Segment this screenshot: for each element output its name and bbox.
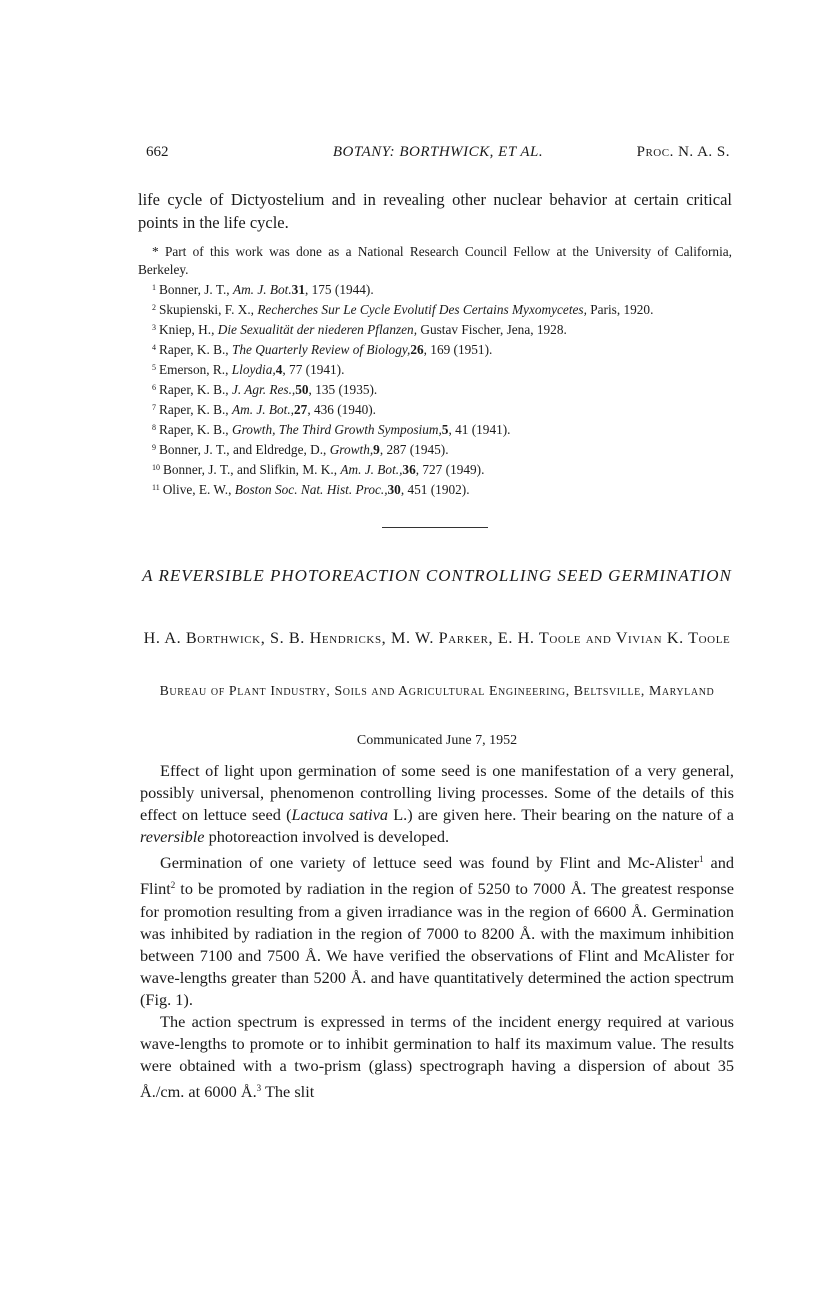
reference-item (138, 319, 732, 339)
communicated-date: Communicated June 7, 1952 (356, 733, 518, 748)
reference-source: Am. J. Bot., (340, 462, 403, 477)
reference-pages: , 727 (1949). (415, 462, 485, 477)
reference-authors: Kniep, H., (159, 322, 218, 337)
reference-source: Lloydia, (231, 362, 276, 377)
reference-item (138, 399, 732, 419)
article-title: A REVERSIBLE PHOTOREACTION CONTROLLING SEED GERMINATION (142, 566, 732, 585)
reference-pages: , 77 (1941). (282, 362, 345, 377)
reference-authors: Bonner, J. T., (159, 282, 233, 297)
reference-number: 7 (152, 403, 156, 412)
reference-pages: , 41 (1941). (448, 422, 511, 437)
reference-volume: 36 (402, 462, 416, 477)
page-number: 662 (146, 144, 169, 160)
reference-pages: , 287 (1945). (379, 442, 449, 457)
continued-paragraph: life cycle of Dictyostelium and in revealing other nuclear behavior at certain critical points in the life cycle. (138, 190, 732, 232)
article-affiliation: Bureau of Plant Industry, Soils and Agricultural Engineering, Beltsville, Maryland (159, 683, 715, 698)
reference-source: Boston Soc. Nat. Hist. Proc., (234, 482, 388, 497)
article-body (140, 760, 734, 1103)
reference-item (138, 439, 732, 459)
body-paragraph: The action spectrum is expressed in terms of the incident energy required at various wave-lengths to promote or to inhibit germination to half its maximum value. The results were obtained with a two-prism (glass) spectrograph having a dispersion of about 35 Å./cm. at 6000 Å.$^3$ The slit (140, 1012, 734, 1102)
reference-list (138, 279, 732, 499)
ref-marker: 1 (699, 854, 704, 865)
reference-source: Am. J. Bot., (231, 402, 295, 417)
body-paragraph: Germination of one variety of lettuce seed was found by Flint and Mc-Alister$^1$ and Flint$^2$ to be promoted by radiation in the region of 5250 to 7000 Å. The greatest response for promotion resulting from a given irradiance was in the region of 6600 Å. Germination was inhibited by radiation in the region of 7000 to 8200 Å. with the maximum inhibition between 7100 and 7500 Å. We have verified the observations of Flint and McAlister for wave-lengths greater than 5200 Å. and have quantitatively determined the action spectrum (Fig. 1). (140, 853, 734, 1009)
reference-number: 5 (152, 363, 156, 372)
reference-volume: 31 (291, 282, 305, 297)
reference-item (138, 459, 732, 479)
reference-source: Am. J. Bot. (232, 282, 292, 297)
reference-volume: 5 (441, 422, 449, 437)
reference-item (138, 339, 732, 359)
reference-authors: Bonner, J. T., and Eldredge, D., (159, 442, 330, 457)
ref-marker: 3 (256, 1083, 262, 1094)
footnote-star: * Part of this work was done as a National Research Council Fellow at the University of California, Berkeley. (138, 244, 732, 277)
reference-volume: 9 (373, 442, 380, 457)
reference-pages: , 175 (1944). (304, 282, 374, 297)
reference-item (138, 279, 732, 299)
reference-authors: Skupienski, F. X., (159, 302, 258, 317)
reference-number: 9 (152, 443, 156, 452)
reference-pages: Paris, 1920. (586, 302, 654, 317)
reference-source: Recherches Sur Le Cycle Evolutif Des Certains Myxomycetes, (257, 302, 587, 317)
reference-authors: Bonner, J. T., and Slifkin, M. K., (163, 462, 341, 477)
section-divider (382, 527, 488, 528)
reference-number: 10 (152, 463, 160, 472)
reference-source: Growth, The Third Growth Symposium, (231, 422, 442, 437)
running-header (146, 144, 730, 166)
reference-number: 8 (152, 423, 156, 432)
reference-authors: Emerson, R., (159, 362, 232, 377)
reference-number: 2 (152, 303, 156, 312)
reference-authors: Raper, K. B., (159, 382, 232, 397)
reference-authors: Raper, K. B., (159, 342, 232, 357)
reference-number: 11 (152, 483, 160, 492)
species-name: Lactuca sativa (291, 805, 389, 825)
reference-authors: Raper, K. B., (159, 402, 232, 417)
reference-number: 6 (152, 383, 156, 392)
reference-item (138, 479, 732, 499)
reference-pages: Gustav Fischer, Jena, 1928. (417, 322, 567, 337)
reference-authors: Raper, K. B., (159, 422, 232, 437)
article-authors: H. A. Borthwick, S. B. Hendricks, M. W. Parker, E. H. Toole and Vivian K. Toole (143, 629, 731, 647)
reference-pages: , 451 (1902). (400, 482, 470, 497)
reference-number: 4 (152, 343, 156, 352)
running-title: BOTANY: BORTHWICK, ET AL. (332, 144, 544, 160)
reference-volume: 50 (295, 382, 309, 397)
reference-pages: , 436 (1940). (307, 402, 377, 417)
reference-number: 1 (152, 283, 156, 292)
emphasis-reversible: reversible (140, 827, 205, 847)
journal-name: Proc. N. A. S. (636, 144, 730, 160)
ref-marker: 2 (170, 880, 176, 891)
body-paragraph: Effect of light upon germination of some seed is one manifestation of a very general, possibly universal, phenomenon controlling living processes. Some of the details of this effect on lettuce seed (Lactuca sativa L.) are given here. Their bearing on the nature of a reversible photoreaction involved is developed. (140, 761, 734, 847)
reference-item (138, 299, 732, 319)
reference-item (138, 419, 732, 439)
reference-source: Growth, (329, 442, 374, 457)
reference-source: J. Agr. Res., (231, 382, 296, 397)
reference-volume: 4 (275, 362, 283, 377)
reference-volume: 27 (294, 402, 308, 417)
reference-item (138, 359, 732, 379)
reference-pages: , 169 (1951). (423, 342, 493, 357)
reference-pages: , 135 (1935). (308, 382, 378, 397)
reference-item (138, 379, 732, 399)
reference-volume: 26 (410, 342, 424, 357)
reference-source: The Quarterly Review of Biology, (231, 342, 411, 357)
reference-number: 3 (152, 323, 156, 332)
reference-volume: 30 (387, 482, 401, 497)
reference-source: Die Sexualität der niederen Pflanzen, (217, 322, 418, 337)
footnotes (138, 243, 732, 499)
reference-authors: Olive, E. W., (162, 482, 235, 497)
